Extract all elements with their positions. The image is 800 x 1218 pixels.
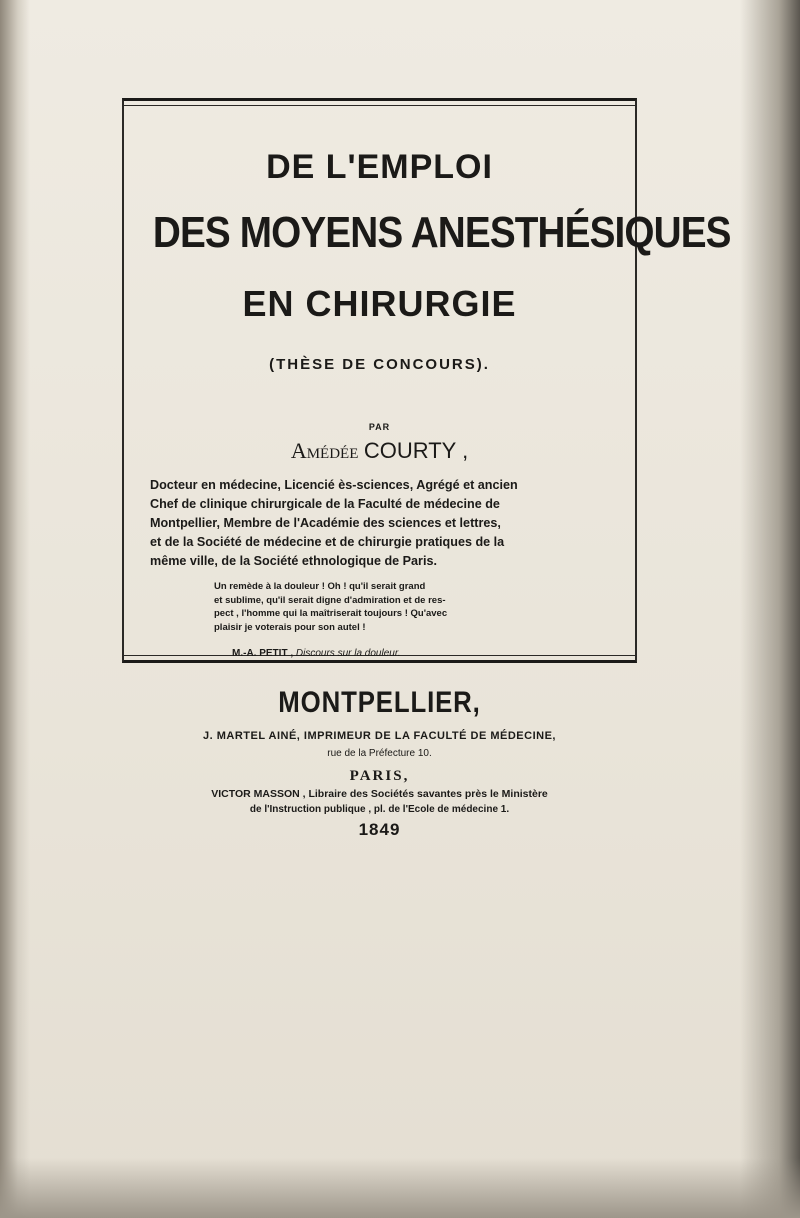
author-first-name: Amédée (290, 438, 359, 463)
author-credentials (150, 476, 621, 571)
epigraph-line: Un remède à la douleur ! Oh ! qu'il serait grand (214, 581, 426, 592)
by-label: PAR (368, 422, 391, 432)
title-line-3: EN CHIRURGIE (242, 283, 517, 324)
bookseller-line-1: VICTOR MASSON , Libraire des Sociétés savantes près le Ministère (211, 788, 548, 800)
title-page-content (122, 98, 731, 839)
epigraph (214, 580, 615, 634)
printer-name: J. MARTEL AINÉ, IMPRIMEUR DE LA FACULTÉ DE MÉDECINE, (203, 730, 556, 742)
attribution-author: M.-A. PETIT , (232, 648, 294, 659)
bottom-page-edge (0, 1158, 800, 1218)
credentials-line: Docteur en médecine, Licencié ès-sciences, Agrégé et ancien (150, 478, 518, 492)
attribution-work: Discours sur la douleur. (295, 648, 401, 659)
credentials-line: et de la Société de médecine et de chirurgie pratiques de la (150, 535, 505, 549)
author-last-name: COURTY , (363, 438, 469, 463)
epigraph-line: et sublime, qu'il serait digne d'admiration et de res- (214, 594, 446, 606)
epigraph-line: plaisir je voterais pour son autel ! (214, 621, 366, 633)
publication-year: 1849 (358, 820, 401, 839)
author-name (122, 438, 637, 464)
credentials-line: Chef de clinique chirurgicale de la Faculté de médecine de (150, 497, 500, 511)
publication-city: MONTPELLIER, (278, 686, 481, 719)
subtitle: (THÈSE DE CONCOURS). (269, 356, 490, 373)
title-line-1: DE L'EMPLOI (266, 148, 493, 186)
bookseller-line-2: de l'Instruction publique , pl. de l'Ecole de médecine 1. (249, 804, 510, 815)
paris-heading: PARIS, (349, 768, 410, 784)
credentials-line: même ville, de la Société ethnologique de Paris. (150, 554, 437, 568)
right-page-edge (740, 0, 800, 1218)
epigraph-attribution (232, 648, 401, 659)
printer-address: rue de la Préfecture 10. (327, 748, 432, 759)
epigraph-line: pect , l'homme qui la maîtriserait toujours ! Qu'avec (214, 608, 448, 619)
credentials-line: Montpellier, Membre de l'Académie des sciences et lettres, (150, 516, 501, 530)
left-page-edge (0, 0, 30, 1218)
title-line-2: DES MOYENS ANESTHÉSIQUES (152, 208, 731, 257)
